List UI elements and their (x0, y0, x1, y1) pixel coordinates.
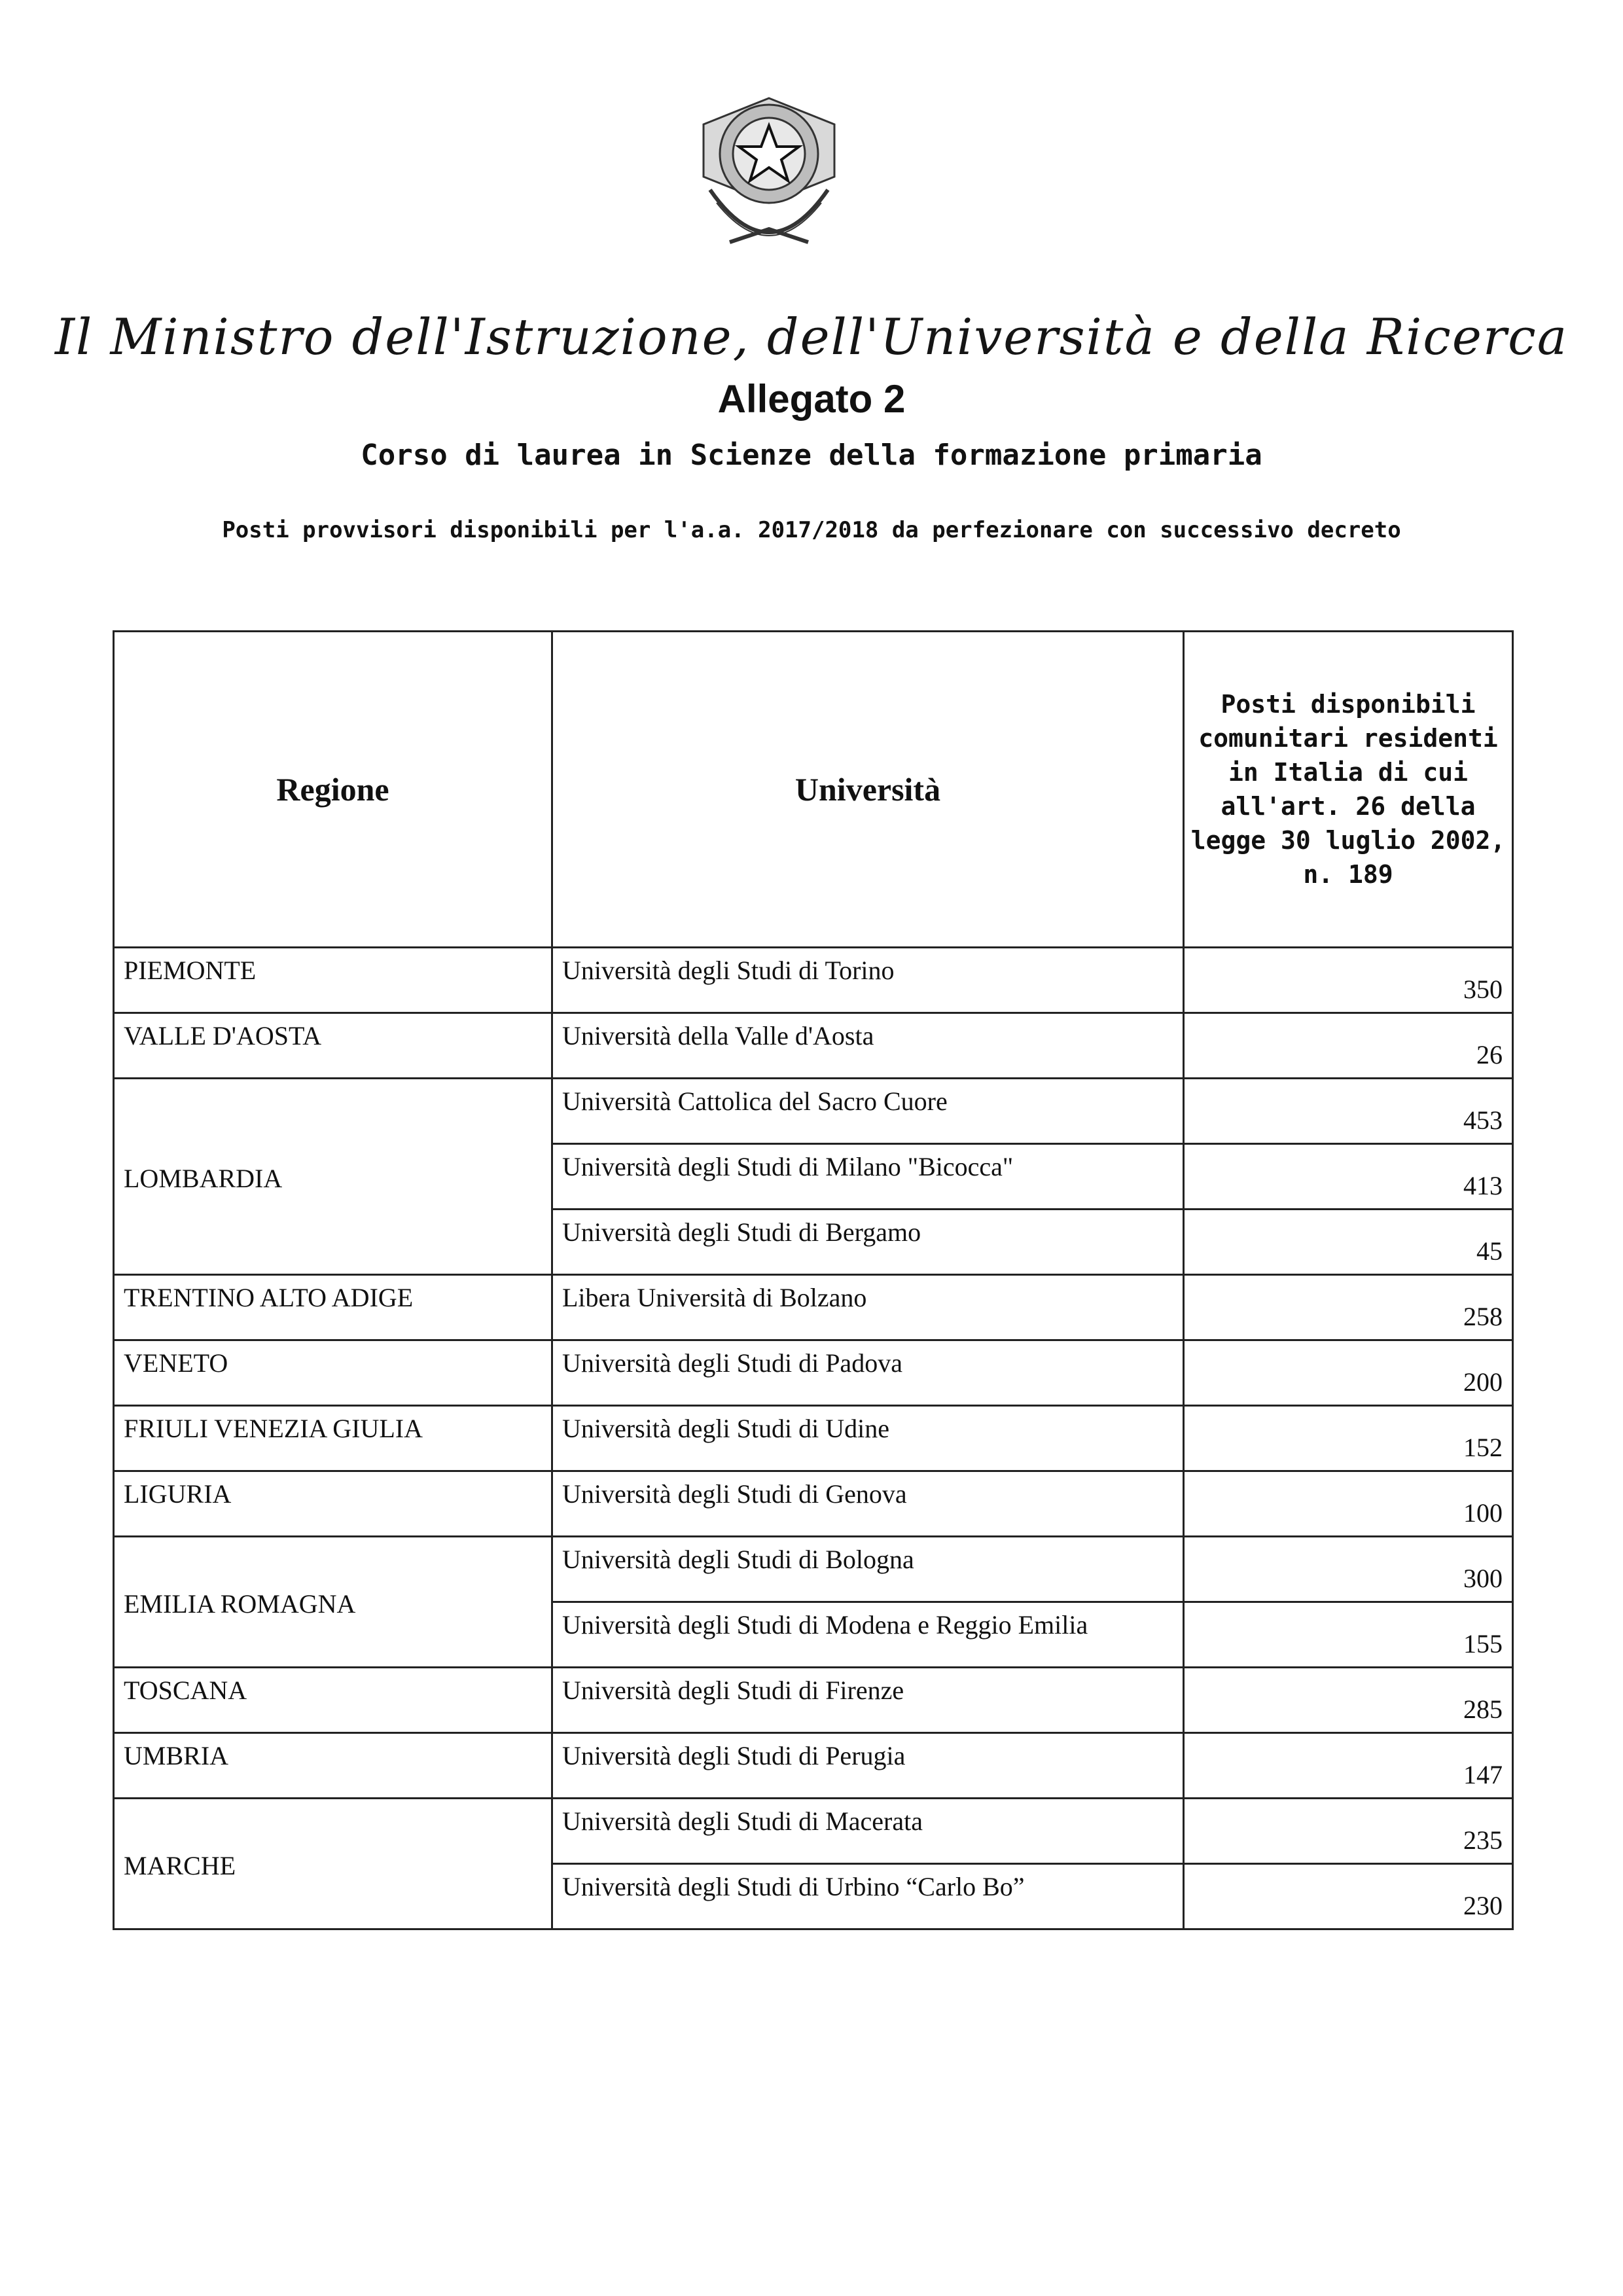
posti-cell: 147 (1184, 1733, 1513, 1799)
region-cell: VENETO (114, 1340, 552, 1406)
posti-cell: 285 (1184, 1668, 1513, 1733)
table-row (114, 1537, 1513, 1602)
italian-republic-emblem-icon (684, 79, 854, 281)
table-row (114, 1013, 1513, 1079)
region-cell: PIEMONTE (114, 948, 552, 1013)
region-cell: UMBRIA (114, 1733, 552, 1799)
table-row (114, 1340, 1513, 1406)
table-row (114, 1799, 1513, 1864)
table-row (114, 948, 1513, 1013)
ministry-title: Il Ministro dell'Istruzione, dell'Università e della Ricerca (54, 308, 1569, 366)
region-cell: TRENTINO ALTO ADIGE (114, 1275, 552, 1340)
posti-cell: 413 (1184, 1144, 1513, 1210)
university-cell: Università degli Studi di Milano "Bicocca" (552, 1144, 1184, 1210)
table-row (114, 1275, 1513, 1340)
region-cell: FRIULI VENEZIA GIULIA (114, 1406, 552, 1471)
course-title: Corso di laurea in Scienze della formazione primaria (361, 439, 1262, 472)
header-posti: Posti disponibili comunitari residenti in Italia di cui all'art. 26 della legge 30 luglio 2002, n. 189 (1184, 632, 1513, 948)
university-cell: Università degli Studi di Genova (552, 1471, 1184, 1537)
header-universita: Università (552, 632, 1184, 948)
table-row (114, 1406, 1513, 1471)
posti-cell: 300 (1184, 1537, 1513, 1602)
table-row (114, 1733, 1513, 1799)
region-cell: TOSCANA (114, 1668, 552, 1733)
university-cell: Libera Università di Bolzano (552, 1275, 1184, 1340)
posti-cell: 200 (1184, 1340, 1513, 1406)
posti-cell: 45 (1184, 1210, 1513, 1275)
header-regione: Regione (114, 632, 552, 948)
allocation-table (113, 630, 1514, 1930)
university-cell: Università degli Studi di Urbino “Carlo Bo” (552, 1864, 1184, 1929)
posti-cell: 152 (1184, 1406, 1513, 1471)
university-cell: Università della Valle d'Aosta (552, 1013, 1184, 1079)
table-row (114, 1668, 1513, 1733)
table-header-row (114, 632, 1513, 948)
document-subtitle: Posti provvisori disponibili per l'a.a. 2017/2018 da perfezionare con successivo decreto (222, 517, 1401, 543)
table-row (114, 1079, 1513, 1144)
table-row (114, 1471, 1513, 1537)
region-cell: EMILIA ROMAGNA (114, 1537, 552, 1668)
university-cell: Università Cattolica del Sacro Cuore (552, 1079, 1184, 1144)
posti-cell: 453 (1184, 1079, 1513, 1144)
university-cell: Università degli Studi di Macerata (552, 1799, 1184, 1864)
university-cell: Università degli Studi di Perugia (552, 1733, 1184, 1799)
posti-cell: 100 (1184, 1471, 1513, 1537)
university-cell: Università degli Studi di Torino (552, 948, 1184, 1013)
posti-cell: 26 (1184, 1013, 1513, 1079)
posti-cell: 230 (1184, 1864, 1513, 1929)
posti-cell: 235 (1184, 1799, 1513, 1864)
posti-cell: 155 (1184, 1602, 1513, 1668)
university-cell: Università degli Studi di Udine (552, 1406, 1184, 1471)
university-cell: Università degli Studi di Firenze (552, 1668, 1184, 1733)
region-cell: MARCHE (114, 1799, 552, 1929)
region-cell: LIGURIA (114, 1471, 552, 1537)
posti-cell: 350 (1184, 948, 1513, 1013)
university-cell: Università degli Studi di Padova (552, 1340, 1184, 1406)
region-cell: VALLE D'AOSTA (114, 1013, 552, 1079)
university-cell: Università degli Studi di Bergamo (552, 1210, 1184, 1275)
university-cell: Università degli Studi di Modena e Reggio Emilia (552, 1602, 1184, 1668)
university-cell: Università degli Studi di Bologna (552, 1537, 1184, 1602)
document-title: Allegato 2 (717, 377, 906, 421)
posti-cell: 258 (1184, 1275, 1513, 1340)
region-cell: LOMBARDIA (114, 1079, 552, 1275)
